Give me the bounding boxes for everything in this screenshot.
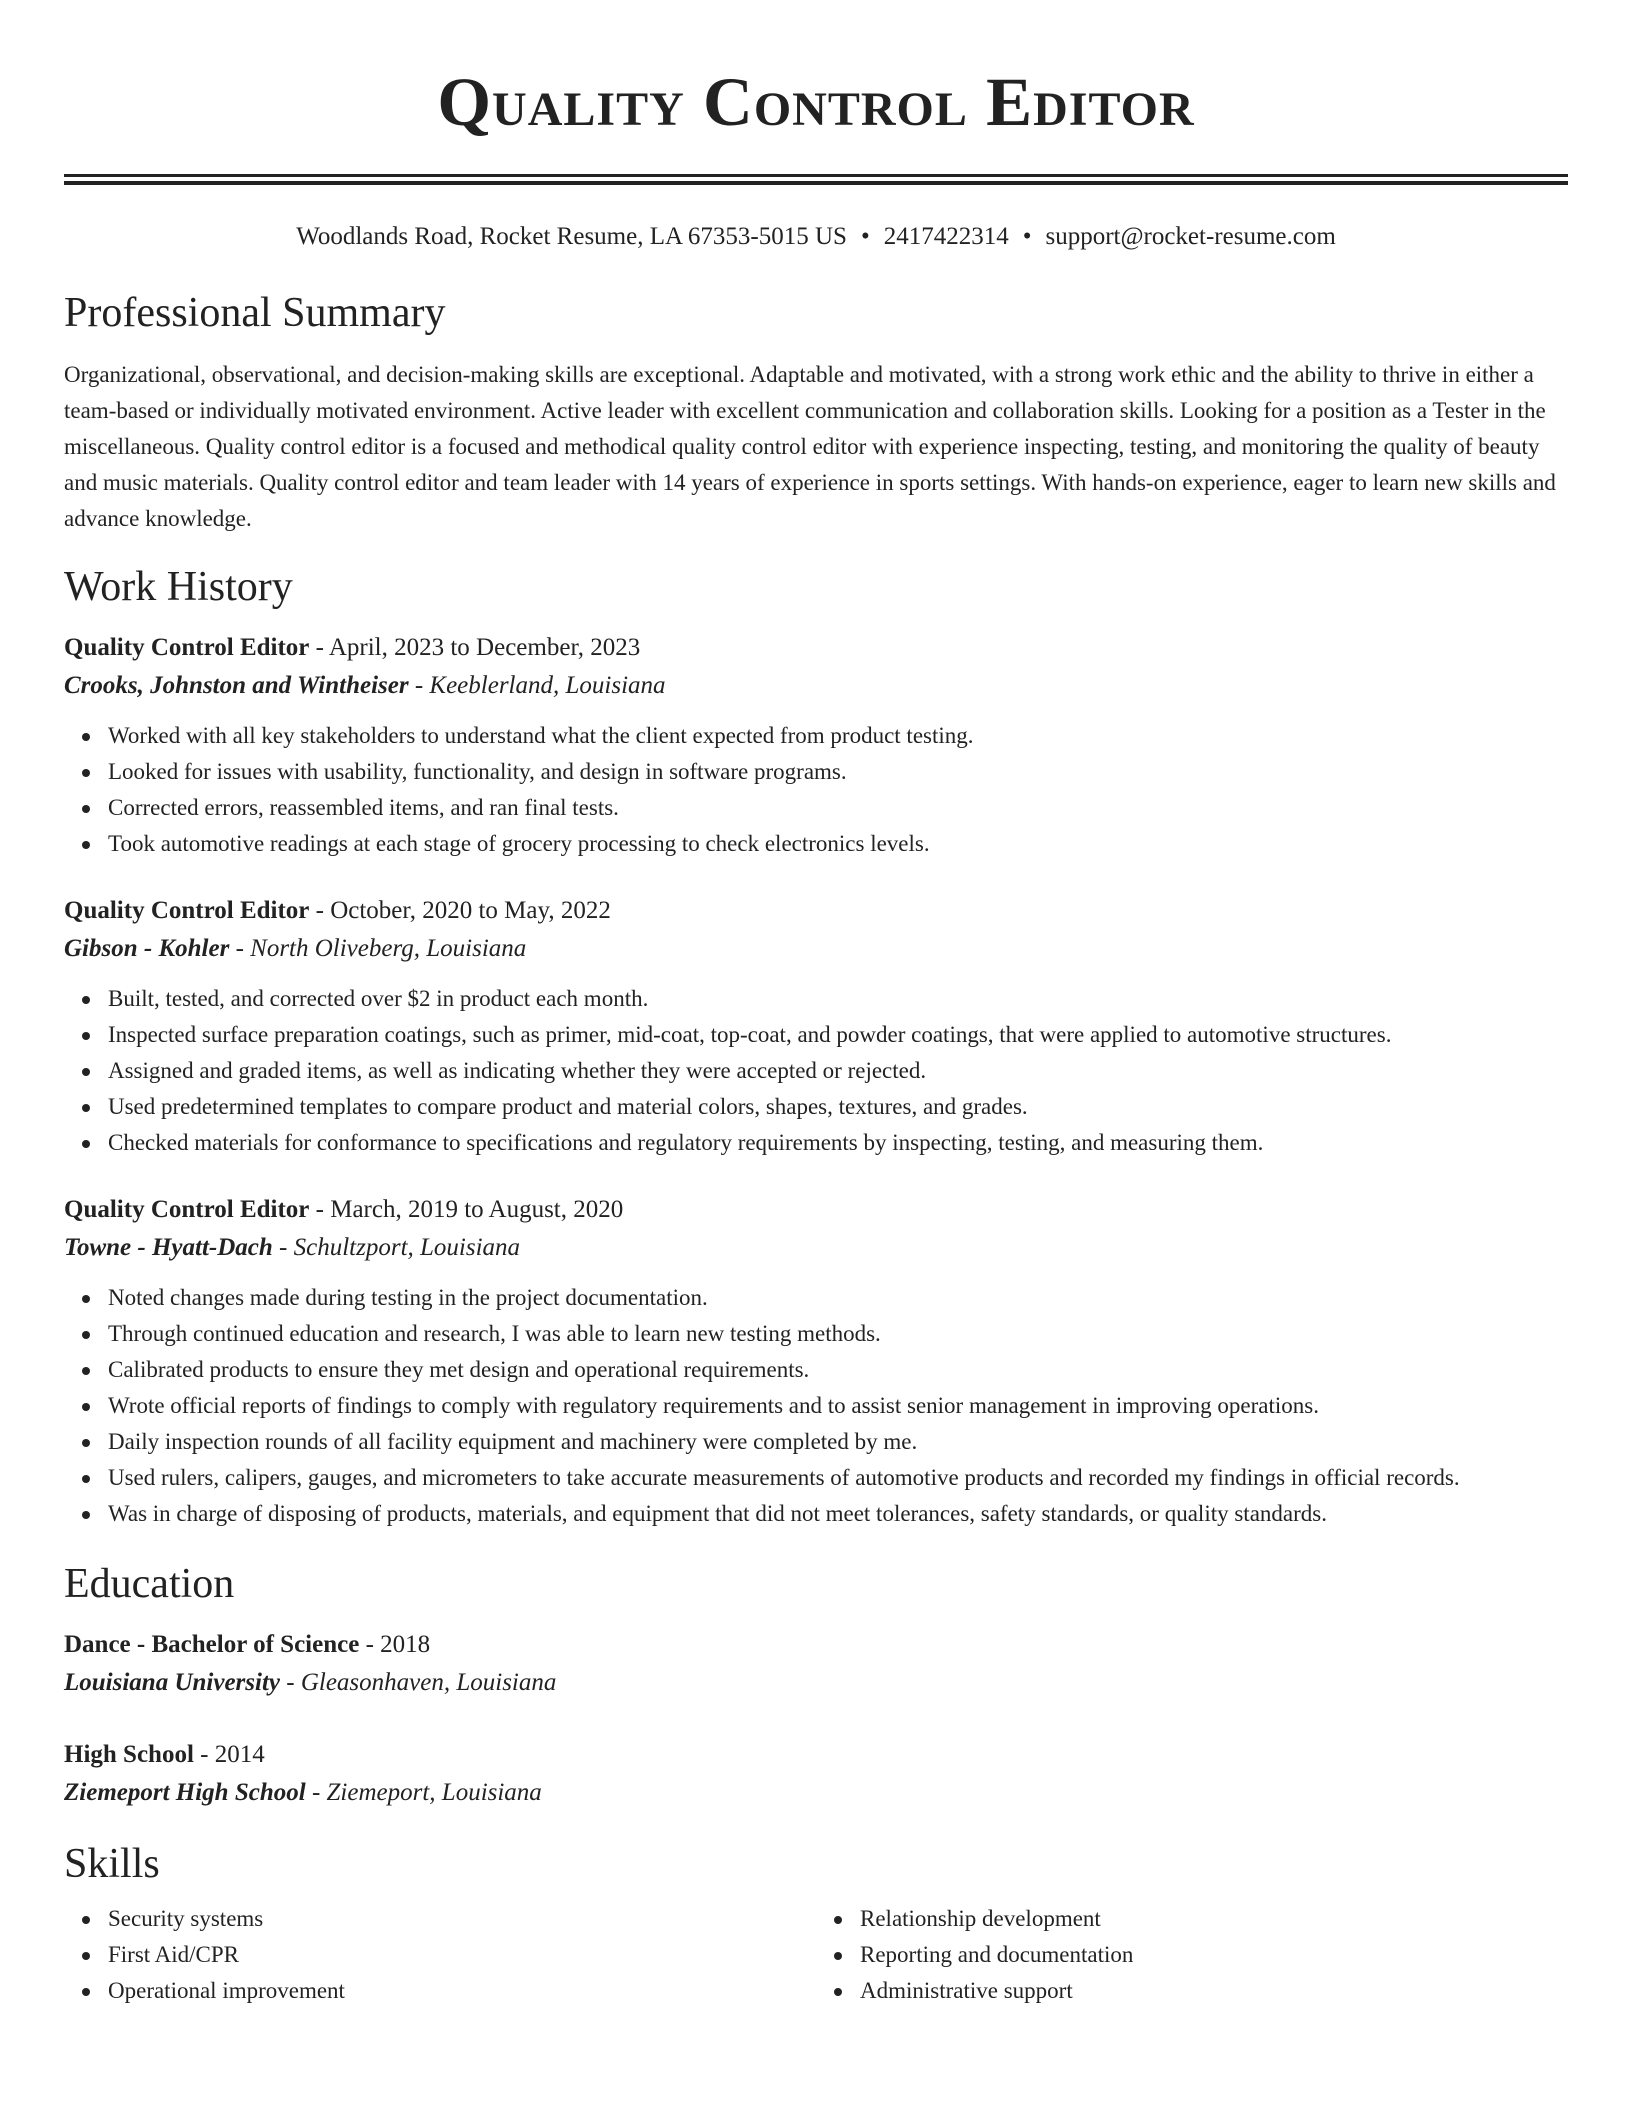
skills-grid [64, 1901, 1568, 2009]
bullet-separator: • [860, 223, 870, 250]
bullet-separator: • [1022, 223, 1032, 250]
job-duties-list [64, 718, 1568, 862]
job-title-line [64, 629, 1568, 667]
summary-text: Organizational, observational, and decision-making skills are exceptional. Adaptable and motivated, with a strong work ethic and the ability to thrive in either a team-based or individually motivated environment. Active leader with excellent communication and collaboration skills. Looking for a position as a Tester in the miscellaneous. Quality control editor is a focused and methodical quality control editor with experience inspecting, testing, and monitoring the quality of beauty and music materials. Quality control editor and team leader with 14 years of experience in sports settings. With hands-on experience, eager to learn new skills and advance knowledge. [64, 362, 1556, 531]
email-address: support@rocket-resume.com [1045, 223, 1336, 250]
job-title-line [64, 1191, 1568, 1229]
skill-item: Operational improvement [108, 1973, 816, 2009]
graduation-year: - 2014 [193, 1741, 265, 1768]
section-title-education: Education [64, 1561, 235, 1607]
company-location: - Schultzport, Louisiana [272, 1234, 521, 1261]
company-name: Towne - Hyatt-Dach [64, 1234, 273, 1261]
skills-list-right [816, 1901, 1568, 2009]
list-item: Was in charge of disposing of products, materials, and equipment that did not meet tolerances, safety standards, or quality standards. [108, 1496, 1568, 1532]
contact-line [64, 220, 1568, 254]
job-duties-list [64, 1280, 1568, 1532]
job-duties-list [64, 981, 1568, 1161]
list-item: Assigned and graded items, as well as indicating whether they were accepted or rejected. [108, 1053, 1568, 1089]
job-dates: - April, 2023 to December, 2023 [309, 634, 641, 661]
job-entry [64, 892, 1568, 1161]
company-name: Crooks, Johnston and Wintheiser [64, 672, 409, 699]
school-line [64, 1774, 1568, 1812]
list-item: Inspected surface preparation coatings, such as primer, mid-coat, top-coat, and powder coatings, that were applied to automotive structures. [108, 1017, 1568, 1053]
company-location: - Keeblerland, Louisiana [408, 672, 666, 699]
candidate-name: Quality Control Editor [437, 64, 1195, 140]
job-role: Quality Control Editor [64, 1196, 310, 1223]
skill-item: Relationship development [860, 1901, 1568, 1937]
job-entry [64, 629, 1568, 862]
list-item: Checked materials for conformance to specifications and regulatory requirements by inspecting, testing, and measuring them. [108, 1125, 1568, 1161]
degree-line [64, 1626, 1568, 1664]
job-dates: - March, 2019 to August, 2020 [309, 1196, 624, 1223]
company-line [64, 667, 1568, 705]
list-item: Looked for issues with usability, functionality, and design in software programs. [108, 754, 1568, 790]
list-item: Noted changes made during testing in the project documentation. [108, 1280, 1568, 1316]
list-item: Used predetermined templates to compare product and material colors, shapes, textures, and grades. [108, 1089, 1568, 1125]
school-location: - Gleasonhaven, Louisiana [280, 1669, 557, 1696]
header-divider [64, 174, 1568, 185]
list-item: Corrected errors, reassembled items, and ran final tests. [108, 790, 1568, 826]
section-title-summary: Professional Summary [64, 290, 446, 336]
degree-line [64, 1736, 1568, 1774]
section-title-skills: Skills [64, 1841, 160, 1887]
job-role: Quality Control Editor [64, 634, 310, 661]
graduation-year: - 2018 [359, 1631, 431, 1658]
skill-item: Security systems [108, 1901, 816, 1937]
company-line [64, 1229, 1568, 1267]
job-role: Quality Control Editor [64, 897, 310, 924]
degree-name: Dance - Bachelor of Science [64, 1631, 360, 1658]
degree-name: High School [64, 1741, 194, 1768]
company-name: Gibson - Kohler [64, 935, 230, 962]
phone-number: 2417422314 [883, 223, 1009, 250]
job-title-line [64, 892, 1568, 930]
list-item: Through continued education and research, I was able to learn new testing methods. [108, 1316, 1568, 1352]
job-entry [64, 1191, 1568, 1532]
address: Woodlands Road, Rocket Resume, LA 67353-5015 US [296, 223, 847, 250]
education-entry [64, 1626, 1568, 1702]
list-item: Worked with all key stakeholders to understand what the client expected from product testing. [108, 718, 1568, 754]
skill-item: First Aid/CPR [108, 1937, 816, 1973]
education-entry [64, 1736, 1568, 1812]
list-item: Wrote official reports of findings to comply with regulatory requirements and to assist senior management in improving operations. [108, 1388, 1568, 1424]
skill-item: Reporting and documentation [860, 1937, 1568, 1973]
job-dates: - October, 2020 to May, 2022 [309, 897, 611, 924]
school-name: Louisiana University [64, 1669, 280, 1696]
section-title-work-history: Work History [64, 564, 293, 610]
school-name: Ziemeport High School [64, 1779, 306, 1806]
company-line [64, 930, 1568, 968]
list-item: Used rulers, calipers, gauges, and micrometers to take accurate measurements of automotive products and recorded my findings in official records. [108, 1460, 1568, 1496]
company-location: - North Oliveberg, Louisiana [229, 935, 527, 962]
school-location: - Ziemeport, Louisiana [305, 1779, 542, 1806]
list-item: Built, tested, and corrected over $2 in product each month. [108, 981, 1568, 1017]
school-line [64, 1664, 1568, 1702]
skill-item: Administrative support [860, 1973, 1568, 2009]
list-item: Calibrated products to ensure they met design and operational requirements. [108, 1352, 1568, 1388]
skills-list-left [64, 1901, 816, 2009]
list-item: Took automotive readings at each stage of grocery processing to check electronics levels. [108, 826, 1568, 862]
list-item: Daily inspection rounds of all facility equipment and machinery were completed by me. [108, 1424, 1568, 1460]
